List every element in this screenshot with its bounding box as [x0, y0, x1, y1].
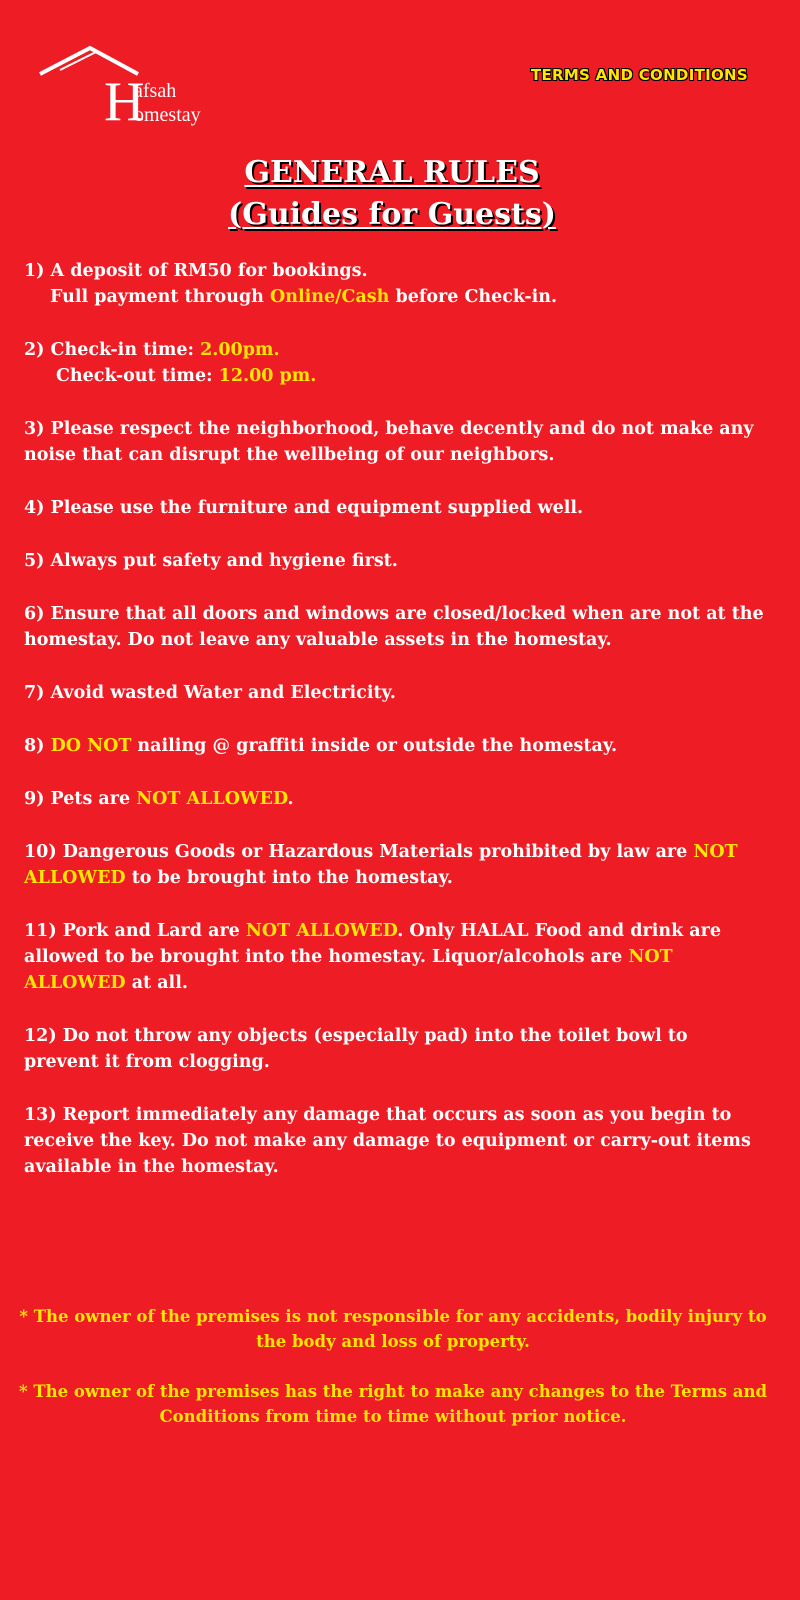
brand-logo: [38, 44, 213, 133]
rule-2: [24, 337, 764, 389]
rule-4: 4) Please use the furniture and equipment supplied well.: [24, 498, 584, 518]
rule-1: [24, 258, 764, 310]
logo-word-1: afsah: [134, 80, 177, 102]
rule-13: 13) Report immediately any damage that occurs as soon as you begin to receive the key. Do not make any damage to equipment or carry-out items available in the homestay.: [24, 1105, 751, 1177]
logo-initial: H: [104, 71, 145, 133]
checkin-time: 2.00pm.: [200, 340, 280, 360]
rule-9: 9) Pets are NOT ALLOWED.: [24, 789, 294, 809]
rule-1-line-2: Full payment through Online/Cash before Check-in.: [50, 287, 558, 307]
rule-7: 7) Avoid wasted Water and Electricity.: [24, 683, 396, 703]
rule-1-line-1: 1) A deposit of RM50 for bookings.: [24, 261, 368, 281]
checkout-time: 12.00 pm.: [218, 366, 317, 386]
note-2: * The owner of the premises has the right to make any changes to the Terms and Conditions from time to time without prior notice.: [19, 1382, 767, 1426]
rule-2-line-1: 2) Check-in time: 2.00pm.: [24, 340, 280, 360]
highlight: Online/Cash: [270, 287, 390, 307]
logo-word-2: omestay: [134, 104, 201, 126]
rule-10: 10) Dangerous Goods or Hazardous Materials prohibited by law are NOT ALLOWED to be brought into the homestay.: [24, 842, 738, 888]
rule-3: 3) Please respect the neighborhood, behave decently and do not make any noise that can disrupt the wellbeing of our neighbors.: [24, 419, 754, 465]
rule-8: 8) DO NOT nailing @ graffiti inside or outside the homestay.: [24, 736, 618, 756]
rule-6: 6) Ensure that all doors and windows are closed/locked when are not at the homestay. Do not leave any valuable assets in the homestay.: [24, 604, 764, 650]
page-title: [0, 152, 784, 236]
note-1: * The owner of the premises is not responsible for any accidents, bodily injury to the body and loss of property.: [19, 1307, 767, 1351]
rule-2-line-2: Check-out time: 12.00 pm.: [56, 366, 317, 386]
highlight: NOT ALLOWED: [24, 842, 738, 888]
highlight: NOT ALLOWED: [24, 947, 673, 993]
highlight: DO NOT: [50, 736, 132, 756]
disclaimer-notes: [18, 1304, 768, 1454]
title-line-2: (Guides for Guests): [228, 197, 556, 232]
highlight: NOT ALLOWED: [136, 789, 288, 809]
rule-12: 12) Do not throw any objects (especially pad) into the toilet bowl to prevent it from clogging.: [24, 1026, 688, 1072]
highlight: NOT ALLOWED: [245, 921, 398, 941]
rule-5: 5) Always put safety and hygiene first.: [24, 551, 398, 571]
rules-list: [24, 258, 764, 1207]
terms-label: TERMS AND CONDITIONS: [530, 66, 748, 84]
title-line-1: GENERAL RULES: [244, 155, 540, 190]
rule-11: 11) Pork and Lard are NOT ALLOWED. Only HALAL Food and drink are allowed to be brought into the homestay. Liquor/alcohols are NOT ALLOWED at all.: [24, 921, 721, 993]
